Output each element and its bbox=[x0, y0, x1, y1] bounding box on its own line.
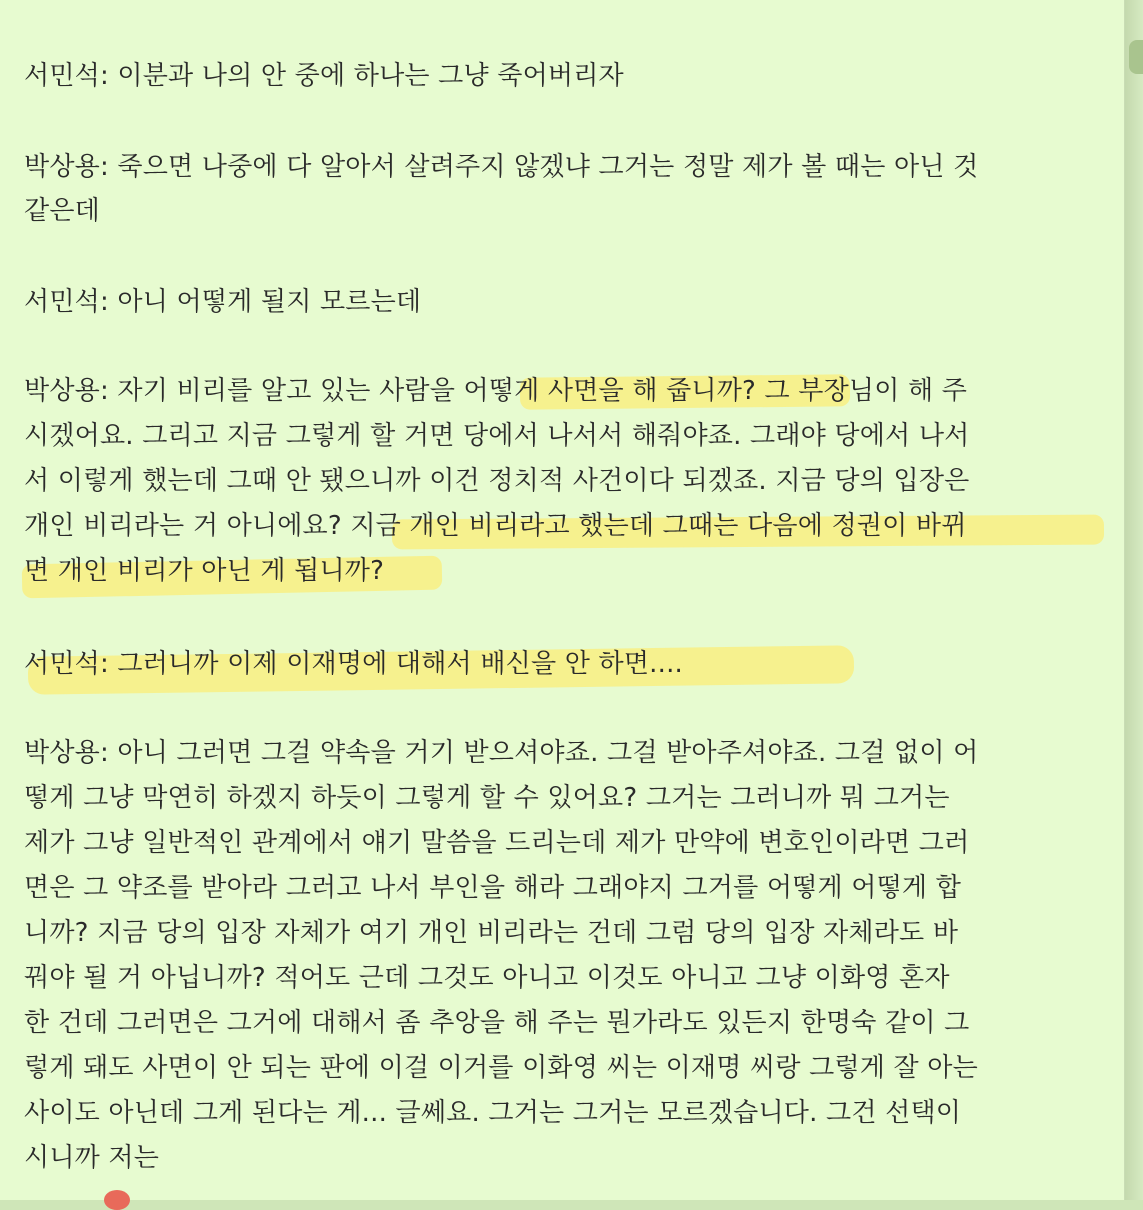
transcript-line: 면은 그 약조를 받아라 그러고 나서 부인을 해라 그래야지 그거를 어떻게 어떻게 합 bbox=[24, 873, 962, 903]
transcript-line: 서민석: 아니 어떻게 될지 모르는데 bbox=[24, 287, 422, 317]
transcript-line: 렇게 돼도 사면이 안 되는 판에 이걸 이거를 이화영 씨는 이재명 씨랑 그렇게 잘 아는 bbox=[24, 1053, 978, 1083]
transcript-line: 서민석: 이분과 나의 안 중에 하나는 그냥 죽어버리자 bbox=[24, 61, 624, 91]
transcript-line: 개인 비리라는 거 아니에요? 지금 개인 비리라고 했는데 그때는 다음에 정권이 바뀌 bbox=[24, 511, 967, 541]
transcript-line: 니까? 지금 당의 입장 자체가 여기 개인 비리라는 건데 그럼 당의 입장 자체라도 바 bbox=[24, 918, 959, 948]
transcript-line: 시니까 저는 bbox=[24, 1143, 160, 1173]
transcript-line: 박상용: 아니 그러면 그걸 약속을 거기 받으셔야죠. 그걸 받아주셔야죠. 그걸 없이 어 bbox=[24, 738, 979, 768]
transcript-line: 면 개인 비리가 아닌 게 됩니까? bbox=[24, 556, 385, 586]
transcript-line: 서 이렇게 했는데 그때 안 됐으니까 이건 정치적 사건이다 되겠죠. 지금 당의 입장은 bbox=[24, 466, 970, 496]
reaction-dot-icon bbox=[104, 1190, 130, 1210]
scroll-handle[interactable] bbox=[1129, 40, 1143, 74]
transcript-line: 떻게 그냥 막연히 하겠지 하듯이 그렇게 할 수 있어요? 그거는 그러니까 뭐 그거는 bbox=[24, 783, 950, 813]
transcript-line: 서민석: 그러니까 이제 이재명에 대해서 배신을 안 하면.... bbox=[24, 649, 684, 679]
chat-background-edge bbox=[1125, 0, 1143, 1200]
transcript-line: 꿔야 될 거 아닙니까? 적어도 근데 그것도 아니고 이것도 아니고 그냥 이화영 혼자 bbox=[24, 963, 950, 993]
transcript-line: 한 건데 그러면은 그거에 대해서 좀 추앙을 해 주는 뭔가라도 있든지 한명숙 같이 그 bbox=[24, 1008, 970, 1038]
transcript-line: 박상용: 자기 비리를 알고 있는 사람을 어떻게 사면을 해 줍니까? 그 부장님이 해 주 bbox=[24, 376, 968, 406]
transcript-line: 같은데 bbox=[24, 196, 100, 226]
transcript-line: 사이도 아닌데 그게 된다는 게... 글쎄요. 그거는 그거는 모르겠습니다. 그건 선택이 bbox=[24, 1098, 962, 1128]
transcript-line: 제가 그냥 일반적인 관계에서 얘기 말씀을 드리는데 제가 만약에 변호인이라면 그러 bbox=[24, 828, 970, 858]
transcript-line: 박상용: 죽으면 나중에 다 알아서 살려주지 않겠냐 그거는 정말 제가 볼 때는 아닌 것 bbox=[24, 152, 979, 182]
transcript-line: 시겠어요. 그리고 지금 그렇게 할 거면 당에서 나서서 해줘야죠. 그래야 당에서 나서 bbox=[24, 421, 970, 451]
